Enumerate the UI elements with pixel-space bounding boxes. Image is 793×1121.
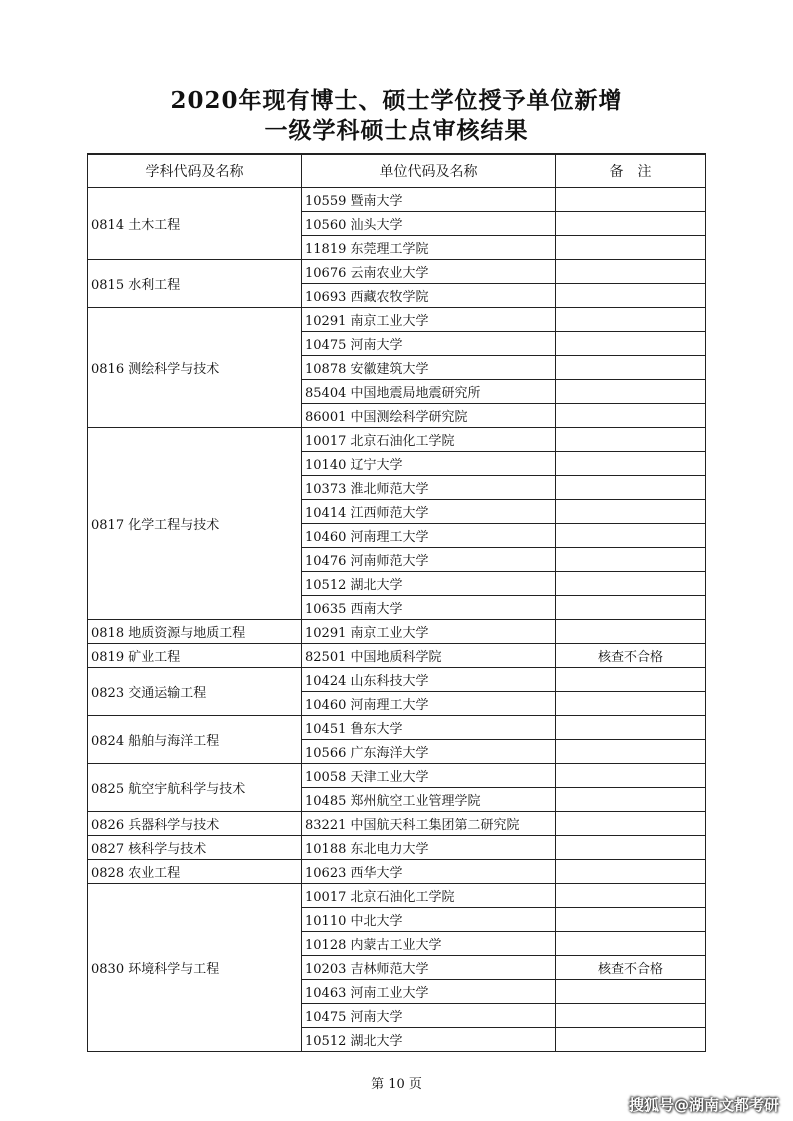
table-row — [88, 188, 706, 212]
unit-cell: 10291 南京工业大学 — [302, 620, 556, 644]
unit-cell: 10128 内蒙古工业大学 — [302, 932, 556, 956]
table-header-row — [88, 154, 706, 188]
unit-cell: 10414 江西师范大学 — [302, 500, 556, 524]
subject-cell: 0824 船舶与海洋工程 — [88, 716, 302, 764]
unit-cell: 10110 中北大学 — [302, 908, 556, 932]
subject-cell: 0825 航空宇航科学与技术 — [88, 764, 302, 812]
note-cell — [556, 548, 706, 572]
note-cell — [556, 764, 706, 788]
note-cell — [556, 260, 706, 284]
unit-cell: 85404 中国地震局地震研究所 — [302, 380, 556, 404]
unit-cell: 86001 中国测绘科学研究院 — [302, 404, 556, 428]
unit-cell: 10559 暨南大学 — [302, 188, 556, 212]
note-cell — [556, 452, 706, 476]
unit-cell: 10188 东北电力大学 — [302, 836, 556, 860]
table-row — [88, 620, 706, 644]
unit-cell: 10693 西藏农牧学院 — [302, 284, 556, 308]
page-number: 第 10 页 — [371, 1077, 422, 1092]
note-cell: 核查不合格 — [556, 644, 706, 668]
note-cell — [556, 476, 706, 500]
header-note: 备 注 — [556, 154, 706, 188]
note-cell — [556, 428, 706, 452]
subject-cell: 0823 交通运输工程 — [88, 668, 302, 716]
unit-cell: 10460 河南理工大学 — [302, 692, 556, 716]
watermark: 搜狐号@湖南文都考研 — [628, 1096, 779, 1114]
table-row — [88, 260, 706, 284]
unit-cell: 10424 山东科技大学 — [302, 668, 556, 692]
table-row — [88, 836, 706, 860]
page-title-line-1: 2020年现有博士、硕士学位授予单位新增 — [170, 87, 623, 114]
note-cell — [556, 908, 706, 932]
unit-cell: 10560 汕头大学 — [302, 212, 556, 236]
note-cell — [556, 884, 706, 908]
table-row — [88, 884, 706, 908]
subject-cell: 0830 环境科学与工程 — [88, 884, 302, 1052]
note-cell — [556, 308, 706, 332]
subject-cell: 0818 地质资源与地质工程 — [88, 620, 302, 644]
note-cell — [556, 1004, 706, 1028]
unit-cell: 82501 中国地质科学院 — [302, 644, 556, 668]
unit-cell: 10475 河南大学 — [302, 1004, 556, 1028]
note-cell — [556, 860, 706, 884]
unit-cell: 10512 湖北大学 — [302, 572, 556, 596]
unit-cell: 10373 淮北师范大学 — [302, 476, 556, 500]
subject-cell: 0815 水利工程 — [88, 260, 302, 308]
note-cell — [556, 692, 706, 716]
unit-cell: 10017 北京石油化工学院 — [302, 428, 556, 452]
note-cell — [556, 500, 706, 524]
table-row — [88, 308, 706, 332]
header-unit: 单位代码及名称 — [302, 154, 556, 188]
note-cell — [556, 332, 706, 356]
header-subject: 学科代码及名称 — [88, 154, 302, 188]
unit-cell: 10460 河南理工大学 — [302, 524, 556, 548]
table-row — [88, 812, 706, 836]
note-cell — [556, 740, 706, 764]
unit-cell: 10463 河南工业大学 — [302, 980, 556, 1004]
subject-cell: 0814 土木工程 — [88, 188, 302, 260]
note-cell — [556, 1028, 706, 1052]
table-row — [88, 644, 706, 668]
unit-cell: 11819 东莞理工学院 — [302, 236, 556, 260]
subject-cell: 0827 核科学与技术 — [88, 836, 302, 860]
unit-cell: 10017 北京石油化工学院 — [302, 884, 556, 908]
table-row — [88, 668, 706, 692]
unit-cell: 10878 安徽建筑大学 — [302, 356, 556, 380]
unit-cell: 10676 云南农业大学 — [302, 260, 556, 284]
note-cell: 核查不合格 — [556, 956, 706, 980]
note-cell — [556, 188, 706, 212]
note-cell — [556, 572, 706, 596]
unit-cell: 10451 鲁东大学 — [302, 716, 556, 740]
note-cell — [556, 980, 706, 1004]
results-table — [87, 153, 706, 1052]
page-title-line-2: 一级学科硕士点审核结果 — [264, 117, 529, 144]
unit-cell: 10291 南京工业大学 — [302, 308, 556, 332]
unit-cell: 10512 湖北大学 — [302, 1028, 556, 1052]
unit-cell: 10635 西南大学 — [302, 596, 556, 620]
note-cell — [556, 236, 706, 260]
note-cell — [556, 524, 706, 548]
note-cell — [556, 836, 706, 860]
subject-cell: 0817 化学工程与技术 — [88, 428, 302, 620]
subject-cell: 0826 兵器科学与技术 — [88, 812, 302, 836]
subject-cell: 0819 矿业工程 — [88, 644, 302, 668]
table-row — [88, 428, 706, 452]
table-row — [88, 764, 706, 788]
table-row — [88, 716, 706, 740]
note-cell — [556, 356, 706, 380]
unit-cell: 10475 河南大学 — [302, 332, 556, 356]
note-cell — [556, 404, 706, 428]
unit-cell: 10485 郑州航空工业管理学院 — [302, 788, 556, 812]
unit-cell: 10203 吉林师范大学 — [302, 956, 556, 980]
note-cell — [556, 788, 706, 812]
unit-cell: 10476 河南师范大学 — [302, 548, 556, 572]
note-cell — [556, 716, 706, 740]
subject-cell: 0816 测绘科学与技术 — [88, 308, 302, 428]
note-cell — [556, 812, 706, 836]
table-row — [88, 860, 706, 884]
note-cell — [556, 620, 706, 644]
unit-cell: 10566 广东海洋大学 — [302, 740, 556, 764]
unit-cell: 10140 辽宁大学 — [302, 452, 556, 476]
unit-cell: 10623 西华大学 — [302, 860, 556, 884]
note-cell — [556, 932, 706, 956]
note-cell — [556, 284, 706, 308]
subject-cell: 0828 农业工程 — [88, 860, 302, 884]
note-cell — [556, 212, 706, 236]
note-cell — [556, 380, 706, 404]
note-cell — [556, 668, 706, 692]
unit-cell: 10058 天津工业大学 — [302, 764, 556, 788]
table-body — [88, 188, 706, 1052]
note-cell — [556, 596, 706, 620]
unit-cell: 83221 中国航天科工集团第二研究院 — [302, 812, 556, 836]
